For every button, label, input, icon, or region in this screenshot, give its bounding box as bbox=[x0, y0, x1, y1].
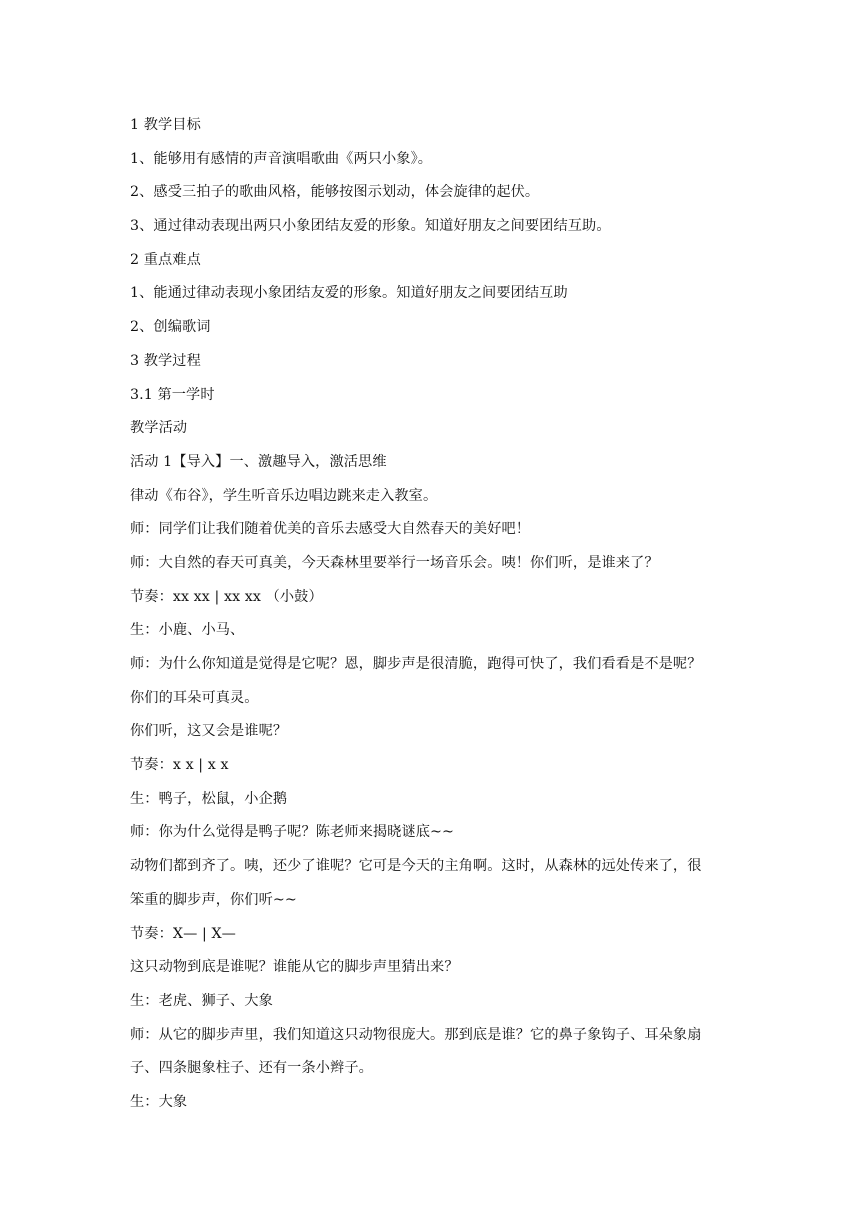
body-line: 笨重的脚步声，你们听~~ bbox=[130, 891, 297, 908]
rhythm-line: 节奏：x x | x x bbox=[130, 757, 229, 774]
body-line: 生：老虎、狮子、大象 bbox=[130, 992, 273, 1009]
heading-process: 3 教学过程 bbox=[130, 352, 201, 369]
body-line: 律动《布谷》，学生听音乐边唱边跳来走入教室。 bbox=[130, 487, 438, 504]
body-line: 生：大象 bbox=[130, 1093, 188, 1110]
objective-2: 2、感受三拍子的歌曲风格，能够按图示划动，体会旋律的起伏。 bbox=[130, 184, 540, 201]
key-point-2: 2、创编歌词 bbox=[130, 319, 211, 336]
objective-1: 1、能够用有感情的声音演唱歌曲《两只小象》。 bbox=[130, 150, 433, 167]
activity-1-title: 活动 1【导入】一、激趣导入，激活思维 bbox=[130, 453, 387, 470]
heading-objectives: 1 教学目标 bbox=[130, 117, 201, 133]
objective-3: 3、通过律动表现出两只小象团结友爱的形象。知道好朋友之间要团结互助。 bbox=[130, 218, 611, 235]
heading-key-points: 2 重点难点 bbox=[130, 251, 201, 268]
body-line: 生：小鹿、小马、 bbox=[130, 622, 245, 639]
body-line: 师：大自然的春天可真美，今天森林里要举行一场音乐会。咦！你们听，是谁来了？ bbox=[130, 554, 659, 571]
document-page bbox=[130, 109, 740, 1120]
body-line: 师：同学们让我们随着优美的音乐去感受大自然春天的美好吧！ bbox=[130, 521, 531, 538]
body-line: 师：为什么你知道是觉得是它呢？恩，脚步声是很清脆，跑得可快了，我们看看是不是呢？ bbox=[130, 656, 702, 672]
key-point-1: 1、能通过律动表现小象团结友爱的形象。知道好朋友之间要团结互助 bbox=[130, 285, 568, 302]
rhythm-line: 节奏：xx xx | xx xx （小鼓） bbox=[130, 588, 323, 605]
subheading-activities: 教学活动 bbox=[130, 420, 188, 437]
body-line: 你们听，这又会是谁呢？ bbox=[130, 723, 288, 740]
body-line: 师：从它的脚步声里，我们知道这只动物很庞大。那到底是谁？它的鼻子象钩子、耳朵象扇 bbox=[130, 1026, 702, 1043]
body-line: 师：你为什么觉得是鸭子呢？陈老师来揭晓谜底~~ bbox=[130, 824, 455, 841]
body-line: 子、四条腿象柱子、还有一条小辫子。 bbox=[130, 1060, 373, 1077]
body-line: 动物们都到齐了。咦，还少了谁呢？它可是今天的主角啊。这时，从森林的远处传来了，很 bbox=[130, 858, 702, 875]
body-line: 这只动物到底是谁呢？谁能从它的脚步声里猜出来？ bbox=[130, 959, 459, 976]
body-line: 生：鸭子，松鼠，小企鹅 bbox=[130, 790, 288, 807]
rhythm-line: 节奏：X— | X— bbox=[130, 925, 236, 942]
body-line: 你们的耳朵可真灵。 bbox=[130, 689, 259, 706]
subheading-first-lesson: 3.1 第一学时 bbox=[130, 386, 215, 403]
